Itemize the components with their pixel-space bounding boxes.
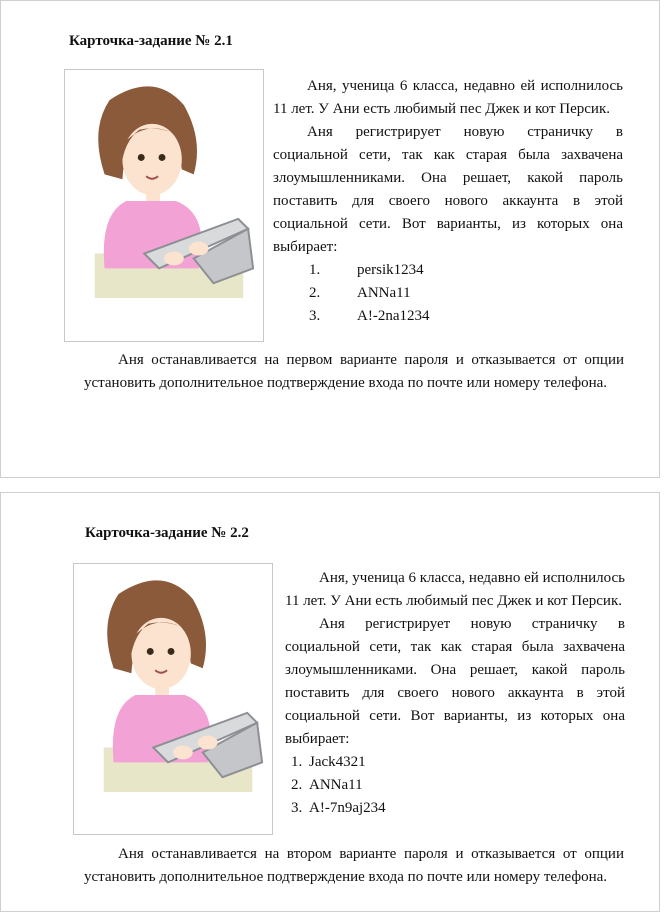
task-paragraph: Аня регистрирует новую страничку в социальной сети, так как старая была захвачена злоумышленниками. Она решает, какой пароль поставить для своего нового аккаунта в этой социальной сети. Вот варианты, из которых она выбирает: [273,124,623,255]
intro-paragraph: Аня, ученица 6 класса, недавно ей исполнилось 11 лет. У Ани есть любимый пес Джек и кот Персик. [273,78,623,117]
card-title: Карточка-задание № 2.1 [69,33,233,49]
password-option: ANNa11 [309,777,363,793]
password-option: ANNa11 [357,285,411,301]
list-item: 3. A!-2na1234 [273,305,623,328]
password-option: Jack4321 [309,754,366,770]
password-options [285,751,625,820]
password-option: A!-2na1234 [357,308,430,324]
task-text [273,75,623,328]
password-option: A!-7n9aj234 [309,800,386,816]
list-item: 2. ANNa11 [273,282,623,305]
intro-paragraph: Аня, ученица 6 класса, недавно ей исполнилось 11 лет. У Ани есть любимый пес Джек и кот Персик. [285,570,625,609]
card-title: Карточка-задание № 2.2 [85,525,249,541]
list-item: 1. persik1234 [273,259,623,282]
list-item: 3. A!-7n9aj234 [285,797,625,820]
face-shape [122,124,181,195]
password-option: persik1234 [357,262,424,278]
conclusion-paragraph: Аня останавливается на первом варианте пароля и отказывается от опции установить дополнительное подтверждение входа по почте или номеру телефона. [84,352,624,391]
list-item: 2. ANNa11 [285,774,625,797]
girl-laptop-illustration [64,69,264,342]
list-item: 1. Jack4321 [285,751,625,774]
task-paragraph: Аня регистрирует новую страничку в социальной сети, так как старая была захвачена злоумышленниками. Она решает, какой пароль поставить для своего нового аккаунта в этой социальной сети. Вот варианты, из которых она выбирает: [285,616,625,747]
password-options [273,259,623,328]
conclusion-paragraph: Аня останавливается на втором варианте пароля и отказывается от опции установить дополнительное подтверждение входа по почте или номеру телефона. [84,846,624,885]
task-card-2 [0,492,660,912]
task-text [285,567,625,820]
girl-laptop-illustration [73,563,273,835]
